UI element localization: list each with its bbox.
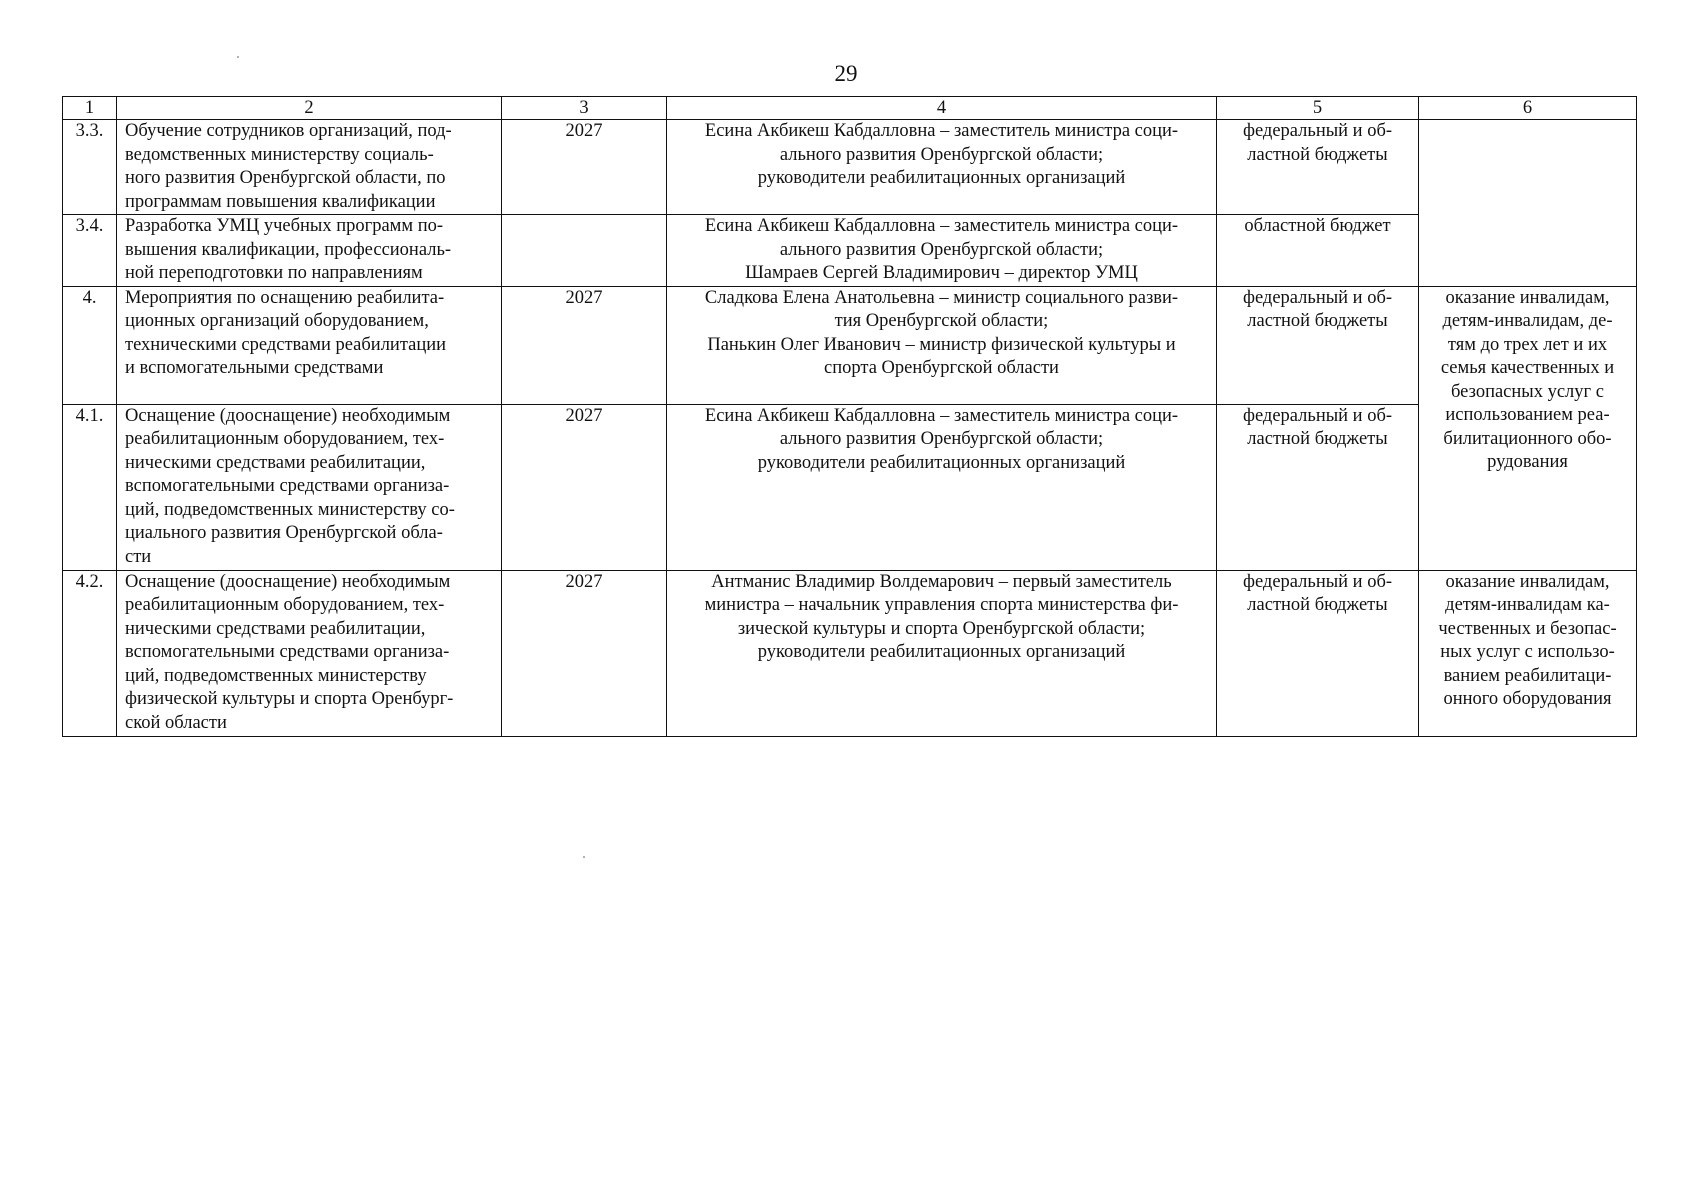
responsible-line: министра – начальник управления спорта министерства фи- <box>704 595 1179 615</box>
table-row <box>63 120 1637 215</box>
activity-name-line: сти <box>125 546 152 567</box>
funding-line: федеральный и об- <box>1242 405 1393 426</box>
responsible-line: зической культуры и спорта Оренбургской области; <box>737 618 1146 639</box>
table-row <box>63 570 1637 736</box>
activity-name-line: ской области <box>125 712 227 733</box>
responsible-line: тия Оренбургской области; <box>834 311 1049 331</box>
activity-name-line: ций, подведомственных министерству со- <box>125 499 455 520</box>
responsible-line: ального развития Оренбургской области; <box>779 144 1104 165</box>
expected-result-line: онного оборудования <box>1443 689 1612 709</box>
expected-result-line: семья качественных и <box>1440 358 1615 378</box>
responsible-line: Панькин Олег Иванович – министр физической культуры и <box>707 334 1176 355</box>
table-row <box>63 215 1637 287</box>
deadline-year: 2027 <box>502 404 667 570</box>
responsible-line: Есина Акбикеш Кабдалловна – заместитель министра соци- <box>704 405 1179 426</box>
funding-source <box>1217 120 1419 215</box>
expected-result-line: тям до трех лет и их <box>1447 334 1608 355</box>
column-number: 5 <box>1217 97 1419 120</box>
item-number: 4. <box>63 286 117 404</box>
table-row <box>63 404 1637 570</box>
responsible-persons <box>667 215 1217 287</box>
funding-line: федеральный и об- <box>1242 121 1393 141</box>
page-number: 29 <box>834 61 858 86</box>
activity-name <box>117 286 502 404</box>
activity-name-line: Оснащение (дооснащение) необходимым <box>125 405 451 426</box>
activity-name-line: Обучение сотрудников организаций, под- <box>125 121 452 141</box>
responsible-persons <box>667 404 1217 570</box>
deadline-year: 2027 <box>502 120 667 215</box>
column-number: 6 <box>1419 97 1637 120</box>
responsible-line: руководители реабилитационных организаций <box>757 168 1126 188</box>
responsible-line: спорта Оренбургской области <box>824 358 1059 378</box>
item-number: 4.1. <box>63 404 117 570</box>
activity-name-line: реабилитационным оборудованием, тех- <box>125 595 445 615</box>
expected-result <box>1419 286 1637 570</box>
activity-name-line: вышения квалификации, профессиональ- <box>125 239 452 260</box>
responsible-line: Есина Акбикеш Кабдалловна – заместитель министра соци- <box>704 216 1179 236</box>
table-row <box>63 286 1637 404</box>
responsible-line: Сладкова Елена Анатольевна – министр социального разви- <box>704 287 1179 308</box>
expected-result-line: ных услуг с использо- <box>1440 642 1615 662</box>
activity-name-line: ционных организаций оборудованием, <box>125 311 429 331</box>
responsible-line: ального развития Оренбургской области; <box>779 429 1104 449</box>
deadline-year: 2027 <box>502 570 667 736</box>
column-number-row <box>63 97 1637 120</box>
activity-name-line: ведомственных министерству социаль- <box>125 144 434 165</box>
activity-name <box>117 404 502 570</box>
activity-name-line: физической культуры и спорта Оренбург- <box>125 689 454 709</box>
responsible-line: ального развития Оренбургской области; <box>779 239 1104 260</box>
responsible-line: Есина Акбикеш Кабдалловна – заместитель министра соци- <box>704 121 1179 141</box>
expected-result-line: рудования <box>1487 452 1568 472</box>
column-number: 2 <box>117 97 502 120</box>
responsible-line: руководители реабилитационных организаций <box>757 642 1126 662</box>
item-number: 4.2. <box>63 570 117 736</box>
funding-line: ластной бюджеты <box>1247 311 1388 331</box>
funding-line: федеральный и об- <box>1242 287 1393 308</box>
activity-name <box>117 120 502 215</box>
activity-name <box>117 215 502 287</box>
funding-line: федеральный и об- <box>1242 571 1393 592</box>
activity-name-line: вспомогательными средствами организа- <box>125 642 450 662</box>
expected-result-line: оказание инвалидам, <box>1445 571 1610 592</box>
activity-name <box>117 570 502 736</box>
activity-name-line: реабилитационным оборудованием, тех- <box>125 429 445 449</box>
expected-result-empty <box>1419 120 1637 287</box>
activity-name-line: циального развития Оренбургской обла- <box>125 523 443 543</box>
responsible-persons <box>667 120 1217 215</box>
expected-result-line: билитационного обо- <box>1443 428 1612 449</box>
activity-name-line: ций, подведомственных министерству <box>125 665 427 686</box>
responsible-line: Антманис Владимир Волдемарович – первый заместитель <box>711 571 1172 592</box>
activity-name-line: программам повышения квалификации <box>125 191 436 212</box>
responsible-persons <box>667 286 1217 404</box>
activity-name-line: Мероприятия по оснащению реабилита- <box>125 287 445 308</box>
activity-name-line: вспомогательными средствами организа- <box>125 476 450 496</box>
scan-speck <box>583 856 585 858</box>
deadline-year <box>502 215 667 287</box>
activity-name-line: ного развития Оренбургской области, по <box>125 168 446 188</box>
funding-line: ластной бюджеты <box>1247 144 1388 165</box>
funding-source <box>1217 404 1419 570</box>
column-number: 1 <box>63 97 117 120</box>
expected-result-line: оказание инвалидам, <box>1445 287 1610 308</box>
funding-source <box>1217 215 1419 287</box>
activity-name-line: ническими средствами реабилитации, <box>125 618 426 639</box>
expected-result <box>1419 570 1637 736</box>
activity-name-line: Оснащение (дооснащение) необходимым <box>125 571 451 592</box>
funding-source <box>1217 570 1419 736</box>
expected-result-line: безопасных услуг с <box>1451 381 1604 402</box>
item-number: 3.3. <box>63 120 117 215</box>
expected-result-line: детям-инвалидам, де- <box>1442 311 1613 331</box>
expected-result-line: использованием реа- <box>1445 405 1610 425</box>
activities-table <box>62 96 1637 737</box>
activity-name-line: ной переподготовки по направлениям <box>125 263 423 283</box>
activity-name-line: техническими средствами реабилитации <box>125 334 447 355</box>
funding-line: ластной бюджеты <box>1247 595 1388 615</box>
scan-speck <box>237 56 239 58</box>
activity-name-line: Разработка УМЦ учебных программ по- <box>125 216 444 236</box>
column-number: 3 <box>502 97 667 120</box>
expected-result-line: детям-инвалидам ка- <box>1445 595 1610 615</box>
funding-line: областной бюджет <box>1244 216 1391 236</box>
responsible-line: Шамраев Сергей Владимирович – директор УМЦ <box>745 263 1138 283</box>
activity-name-line: и вспомогательными средствами <box>125 358 384 378</box>
funding-source <box>1217 286 1419 404</box>
funding-line: ластной бюджеты <box>1247 429 1388 449</box>
deadline-year: 2027 <box>502 286 667 404</box>
expected-result-line: ванием реабилитаци- <box>1443 665 1612 686</box>
item-number: 3.4. <box>63 215 117 287</box>
responsible-persons <box>667 570 1217 736</box>
expected-result-line: чественных и безопас- <box>1438 618 1617 639</box>
responsible-line: руководители реабилитационных организаций <box>757 452 1126 473</box>
column-number: 4 <box>667 97 1217 120</box>
activity-name-line: ническими средствами реабилитации, <box>125 452 426 473</box>
